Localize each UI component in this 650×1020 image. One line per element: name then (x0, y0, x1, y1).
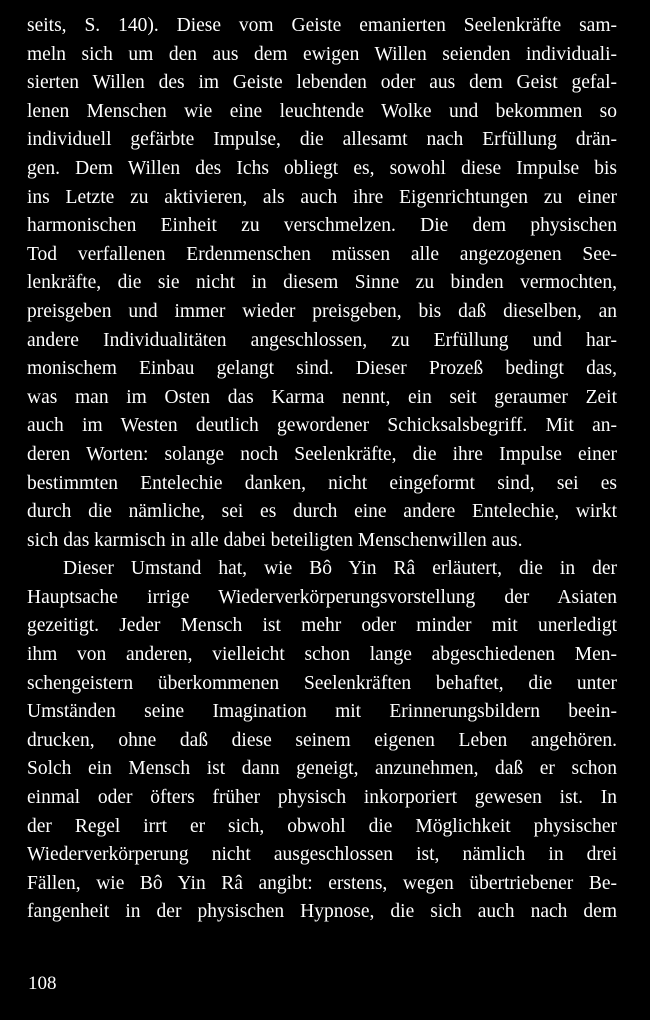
text-line-16: deren Worten: solange noch Seelenkräfte, die ihre Impulse einer (27, 443, 617, 465)
text-line-5: individuell gefärbte Impulse, die allesamt nach Erfüllung drän- (27, 129, 617, 151)
body-text (27, 12, 617, 927)
text-line-26: drucken, ohne daß diese seinem eigenen Leben angehören. (27, 729, 617, 751)
text-line-24: schengeistern überkommenen Seelenkräften behaftet, die unter (27, 672, 617, 694)
text-line-29: der Regel irrt er sich, obwohl die Möglichkeit physischer (27, 815, 617, 837)
text-line-9: Tod verfallenen Erdenmenschen müssen alle angezogenen See- (27, 243, 617, 265)
text-line-23: ihm von anderen, vielleicht schon lange abgeschiedenen Men- (27, 644, 617, 666)
text-line-4: lenen Menschen wie eine leuchtende Wolke und bekommen so (27, 100, 617, 122)
text-line-22: gezeitigt. Jeder Mensch ist mehr oder minder mit unerledigt (27, 615, 617, 637)
text-line-1: seits, S. 140). Diese vom Geiste emanierten Seelenkräfte sam- (27, 15, 617, 36)
text-line-10: lenkräfte, die sie nicht in diesem Sinne zu binden vermochten, (27, 272, 617, 294)
text-line-17: bestimmten Entelechie danken, nicht eingeformt sind, sei es (27, 472, 617, 494)
text-line-15: auch im Westen deutlich gewordener Schicksalsbegriff. Mit an- (27, 415, 617, 437)
text-line-12: andere Individualitäten angeschlossen, zu Erfüllung und har- (27, 329, 617, 351)
text-line-18: durch die nämliche, sei es durch eine andere Entelechie, wirkt (27, 501, 617, 523)
page-number: 108 (28, 973, 57, 994)
text-line-21: Hauptsache irrige Wiederverkörperungsvorstellung der Asiaten (27, 586, 617, 608)
text-line-11: preisgeben und immer wieder preisgeben, bis daß dieselben, an (27, 300, 617, 322)
text-line-20: Dieser Umstand hat, wie Bô Yin Râ erläutert, die in der (63, 558, 617, 580)
text-line-31: Fällen, wie Bô Yin Râ angibt: erstens, wegen übertriebener Be- (27, 872, 617, 894)
text-line-25: Umständen seine Imagination mit Erinnerungsbildern beein- (27, 701, 617, 723)
text-line-6: gen. Dem Willen des Ichs obliegt es, sowohl diese Impulse bis (27, 157, 617, 179)
text-line-13: monischem Einbau gelangt sind. Dieser Prozeß bedingt das, (27, 358, 617, 380)
text-line-14: was man im Osten das Karma nennt, ein seit geraumer Zeit (27, 386, 617, 408)
text-line-2: meln sich um den aus dem ewigen Willen seienden individuali- (27, 43, 617, 65)
text-line-27: Solch ein Mensch ist dann geneigt, anzunehmen, daß er schon (27, 758, 617, 780)
text-line-30: Wiederverkörperung nicht ausgeschlossen ist, nämlich in drei (27, 844, 617, 866)
text-line-32: fangenheit in der physischen Hypnose, die sich auch nach dem (27, 901, 617, 923)
text-line-3: sierten Willen des im Geiste lebenden oder aus dem Geist gefal- (27, 72, 617, 94)
text-line-8: harmonischen Einheit zu verschmelzen. Die dem physischen (27, 215, 617, 237)
text-line-28: einmal oder öfters früher physisch inkorporiert gewesen ist. In (27, 787, 617, 809)
text-line-7: ins Letzte zu aktivieren, als auch ihre Eigenrichtungen zu einer (27, 186, 617, 208)
text-line-19: sich das karmisch in alle dabei beteiligten Menschenwillen aus. (27, 529, 523, 551)
